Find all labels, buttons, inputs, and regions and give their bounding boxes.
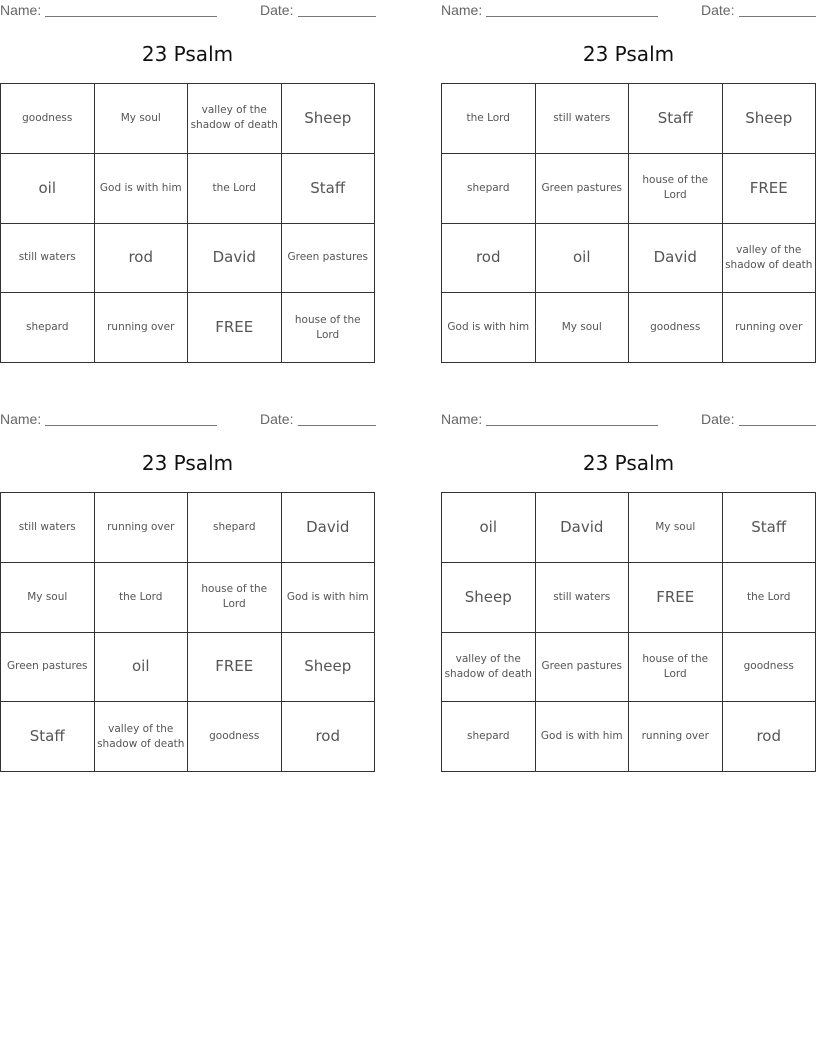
bingo-cell: the Lord [188, 154, 282, 224]
bingo-cell: the Lord [442, 84, 536, 154]
bingo-grid [0, 492, 375, 772]
bingo-cell: still waters [1, 224, 95, 294]
bingo-cell: still waters [536, 563, 630, 633]
bingo-cell: shepard [188, 493, 282, 563]
card-title: 23 Psalm [582, 451, 675, 475]
bingo-card-4 [441, 409, 816, 779]
bingo-cell: Green pastures [1, 633, 95, 703]
name-blank-line [486, 16, 658, 17]
bingo-cell: rod [442, 224, 536, 294]
bingo-cell: goodness [629, 293, 723, 363]
name-label: Name: [441, 2, 483, 18]
name-label: Name: [0, 2, 42, 18]
date-label: Date: [701, 411, 735, 427]
bingo-card-2 [441, 0, 816, 370]
card-title: 23 Psalm [582, 42, 675, 66]
bingo-cell: FREE [723, 154, 816, 224]
card-header [0, 0, 376, 22]
bingo-cell: God is with him [95, 154, 189, 224]
bingo-grid [441, 83, 816, 363]
name-blank-line [45, 16, 217, 17]
bingo-cell: still waters [1, 493, 95, 563]
bingo-card-3 [0, 409, 376, 779]
bingo-cell: rod [723, 702, 816, 772]
bingo-cell: Staff [723, 493, 816, 563]
bingo-cell: running over [629, 702, 723, 772]
bingo-cell: Sheep [442, 563, 536, 633]
bingo-cell: valley of the shadow of death [95, 702, 189, 772]
bingo-cell: David [188, 224, 282, 294]
bingo-cell: the Lord [95, 563, 189, 633]
bingo-cell: My soul [536, 293, 630, 363]
bingo-cell: David [629, 224, 723, 294]
bingo-cell: running over [95, 293, 189, 363]
date-label: Date: [260, 411, 294, 427]
name-label: Name: [441, 411, 483, 427]
name-label: Name: [0, 411, 42, 427]
bingo-cell: My soul [95, 84, 189, 154]
bingo-grid [441, 492, 816, 772]
bingo-cell: Sheep [723, 84, 816, 154]
bingo-grid [0, 83, 375, 363]
name-blank-line [45, 425, 217, 426]
bingo-cell: Staff [629, 84, 723, 154]
bingo-cell: Sheep [282, 633, 376, 703]
bingo-cell: valley of the shadow of death [723, 224, 816, 294]
bingo-cell: house of the Lord [629, 633, 723, 703]
date-blank-line [298, 425, 376, 426]
bingo-cell: shepard [442, 702, 536, 772]
card-header [441, 0, 816, 22]
bingo-cell: FREE [188, 293, 282, 363]
bingo-cell: oil [1, 154, 95, 224]
bingo-cell: still waters [536, 84, 630, 154]
bingo-cell: oil [95, 633, 189, 703]
bingo-cell: Green pastures [536, 154, 630, 224]
bingo-cell: shepard [442, 154, 536, 224]
bingo-cell: Staff [1, 702, 95, 772]
name-blank-line [486, 425, 658, 426]
card-title: 23 Psalm [141, 42, 234, 66]
date-blank-line [739, 425, 816, 426]
bingo-cell: God is with him [282, 563, 376, 633]
bingo-cell: valley of the shadow of death [188, 84, 282, 154]
bingo-cell: FREE [629, 563, 723, 633]
bingo-card-1 [0, 0, 376, 370]
bingo-cell: house of the Lord [188, 563, 282, 633]
bingo-cell: goodness [188, 702, 282, 772]
bingo-cell: shepard [1, 293, 95, 363]
bingo-cell: running over [95, 493, 189, 563]
bingo-cell: oil [442, 493, 536, 563]
bingo-cell: goodness [723, 633, 816, 703]
bingo-cell: David [536, 493, 630, 563]
bingo-cell: goodness [1, 84, 95, 154]
bingo-cell: rod [282, 702, 376, 772]
card-header [0, 409, 376, 431]
bingo-cell: valley of the shadow of death [442, 633, 536, 703]
bingo-cell: the Lord [723, 563, 816, 633]
date-blank-line [298, 16, 376, 17]
bingo-cell: house of the Lord [282, 293, 376, 363]
date-blank-line [739, 16, 816, 17]
bingo-cell: house of the Lord [629, 154, 723, 224]
bingo-cell: Green pastures [282, 224, 376, 294]
bingo-cell: My soul [1, 563, 95, 633]
card-title: 23 Psalm [141, 451, 234, 475]
bingo-cell: Sheep [282, 84, 376, 154]
bingo-cell: David [282, 493, 376, 563]
card-header [441, 409, 816, 431]
bingo-cell: God is with him [536, 702, 630, 772]
date-label: Date: [701, 2, 735, 18]
bingo-cell: Staff [282, 154, 376, 224]
bingo-cell: My soul [629, 493, 723, 563]
bingo-cell: FREE [188, 633, 282, 703]
bingo-cell: oil [536, 224, 630, 294]
bingo-cell: God is with him [442, 293, 536, 363]
bingo-cell: running over [723, 293, 816, 363]
bingo-cell: Green pastures [536, 633, 630, 703]
bingo-cell: rod [95, 224, 189, 294]
date-label: Date: [260, 2, 294, 18]
